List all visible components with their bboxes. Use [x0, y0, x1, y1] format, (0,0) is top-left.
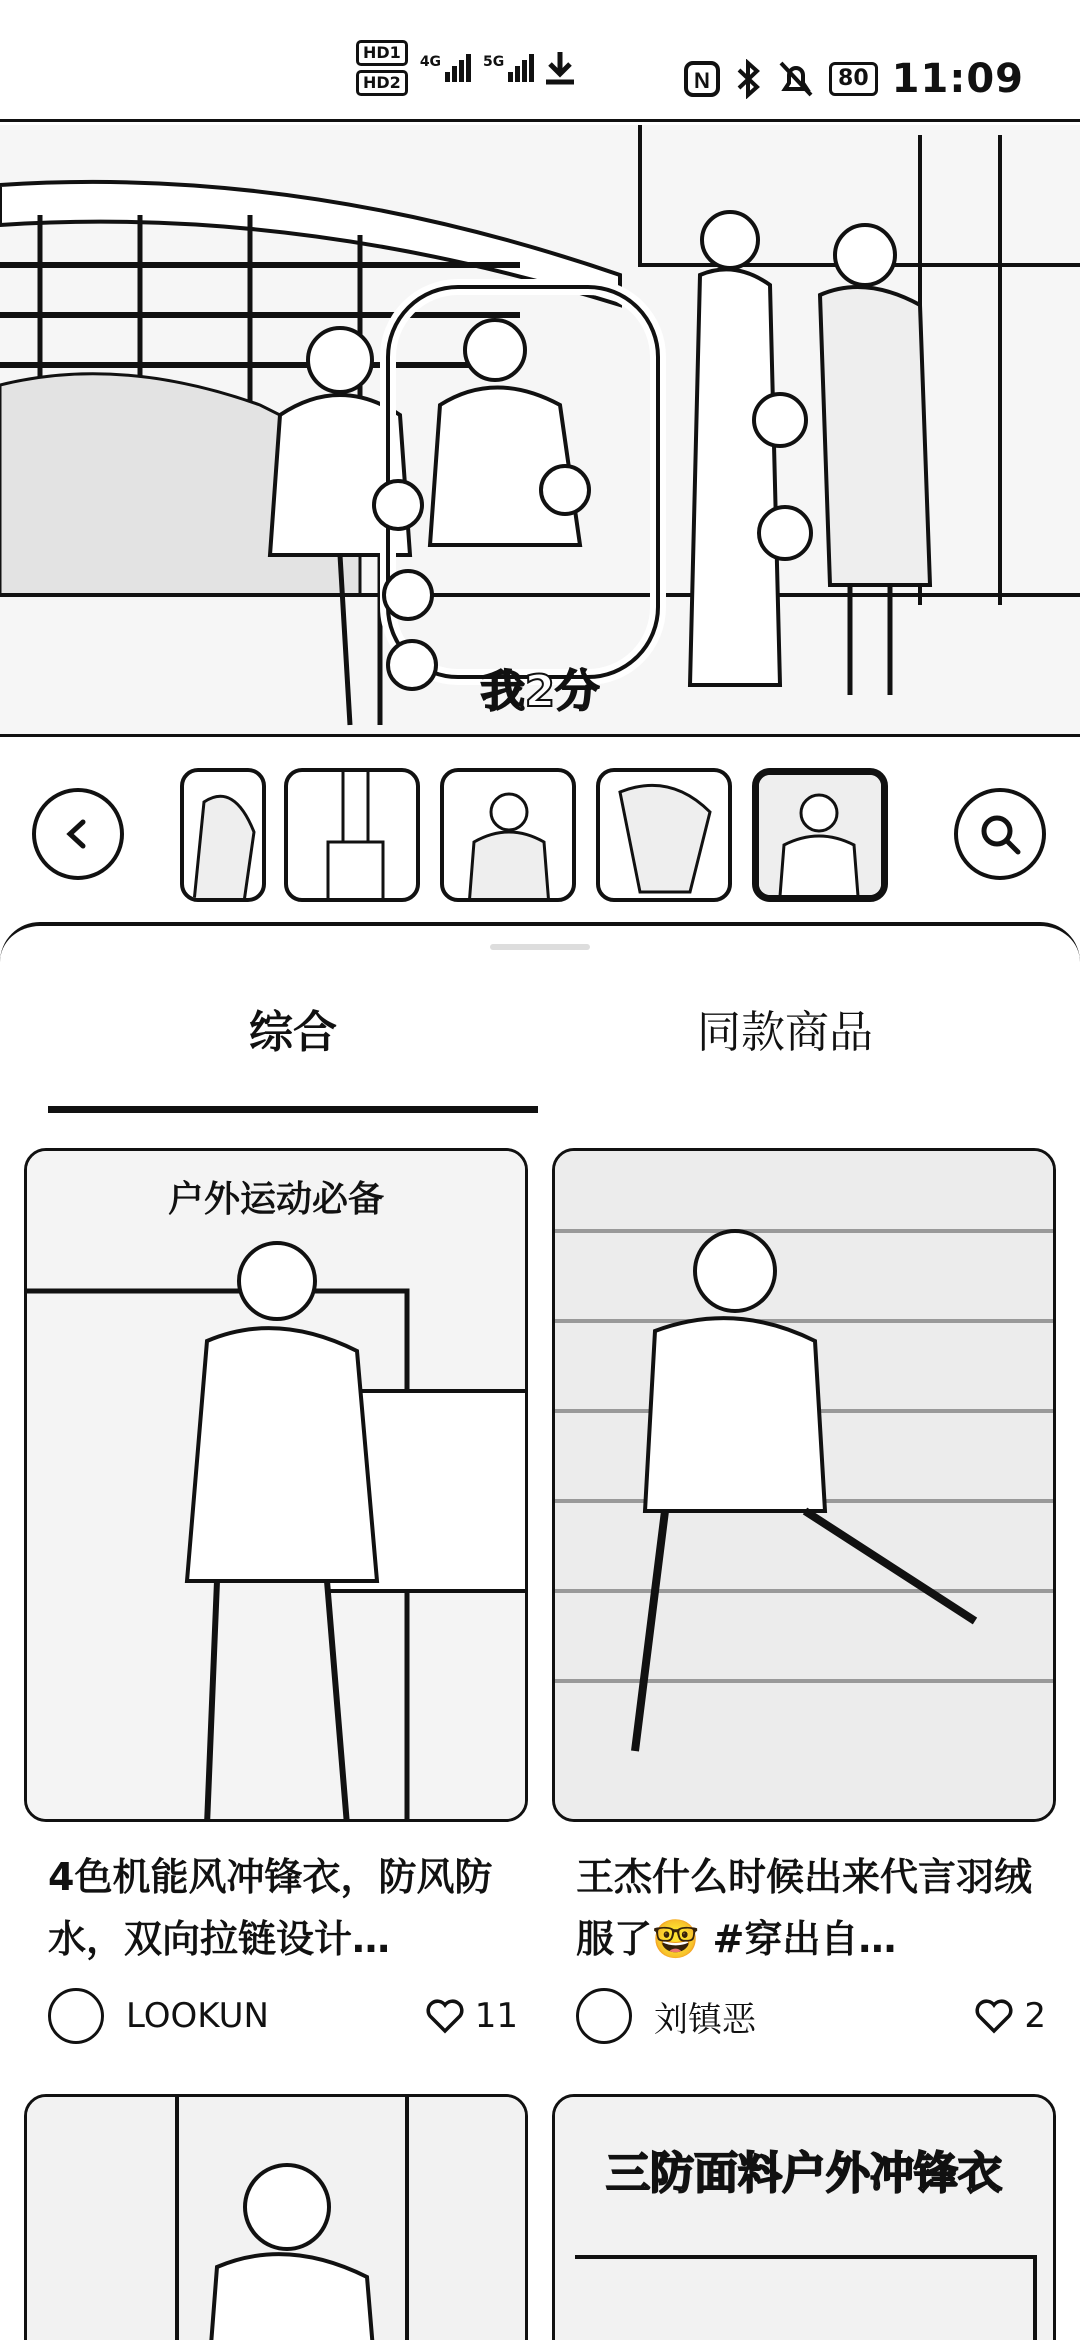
like-button[interactable] — [974, 1996, 1046, 2036]
back-button[interactable] — [32, 788, 124, 880]
battery-indicator: 80 — [829, 62, 878, 96]
card-2-illustration — [555, 1151, 1056, 1822]
bluetooth-icon — [735, 59, 763, 99]
network-label-4g: 4G — [419, 54, 442, 70]
frame-thumbnail-selected[interactable] — [752, 768, 888, 902]
card-image[interactable] — [24, 1148, 528, 1822]
mute-bell-icon — [777, 59, 815, 99]
like-count: 2 — [1024, 1996, 1046, 2036]
hd-badges — [356, 40, 408, 96]
card-4-illustration — [555, 2097, 1056, 2340]
card-meta — [576, 1986, 1046, 2046]
like-count: 11 — [474, 1996, 518, 2036]
video-subtitle: 我2分 — [480, 666, 600, 717]
card-image-caption: 户外运动必备 — [167, 1179, 384, 1220]
signal-5g-icon — [483, 54, 534, 82]
card-image[interactable] — [552, 2094, 1056, 2340]
video-player[interactable] — [0, 125, 1080, 737]
chevron-left-icon — [58, 814, 98, 854]
hd1-badge: HD1 — [356, 40, 408, 66]
search-button[interactable] — [954, 788, 1046, 880]
active-tab-indicator — [48, 1106, 538, 1113]
frame-thumbnail[interactable] — [440, 768, 576, 902]
status-left — [356, 40, 580, 96]
card-image[interactable] — [24, 2094, 528, 2340]
like-button[interactable] — [425, 1996, 518, 2036]
nfc-icon — [683, 60, 721, 98]
card-title[interactable]: 4色机能风冲锋衣，防风防水，双向拉链设计… — [48, 1855, 493, 1961]
results-sheet — [0, 922, 1080, 2340]
card-title[interactable]: 王杰什么时候出来代言羽绒服了🤓 #穿出自… — [576, 1855, 1033, 1961]
heart-icon — [425, 1998, 465, 2034]
video-frame-illustration — [0, 125, 1080, 737]
status-bar — [0, 0, 1080, 122]
card-image[interactable] — [552, 1148, 1056, 1822]
network-label-5g: 5G — [483, 54, 505, 70]
avatar[interactable] — [576, 1988, 632, 2044]
heart-icon — [974, 1998, 1014, 2034]
download-icon — [540, 48, 580, 88]
author-name[interactable]: 刘镇恶 — [654, 1999, 756, 2040]
sheet-handle[interactable] — [490, 944, 590, 950]
frame-strip — [0, 740, 1080, 925]
card-3-illustration — [27, 2097, 528, 2340]
tab-general[interactable]: 综合 — [249, 1007, 337, 1058]
author-name[interactable]: LOOKUN — [126, 1996, 269, 2036]
status-right — [683, 56, 1024, 102]
tab-same-products[interactable]: 同款商品 — [697, 1007, 873, 1058]
card-image-caption: 三防面料户外冲锋衣 — [606, 2148, 1002, 2199]
card-1-illustration — [27, 1151, 528, 1822]
search-icon — [976, 810, 1024, 858]
frame-thumbnail[interactable] — [596, 768, 732, 902]
signal-4g-icon — [420, 54, 471, 82]
hd2-badge: HD2 — [356, 70, 408, 96]
avatar[interactable] — [48, 1988, 104, 2044]
frame-thumbnail[interactable] — [284, 768, 420, 902]
clock: 11:09 — [891, 56, 1024, 102]
frame-thumbnail[interactable] — [180, 768, 266, 902]
card-meta — [48, 1986, 518, 2046]
nfc-label: N — [694, 68, 710, 93]
